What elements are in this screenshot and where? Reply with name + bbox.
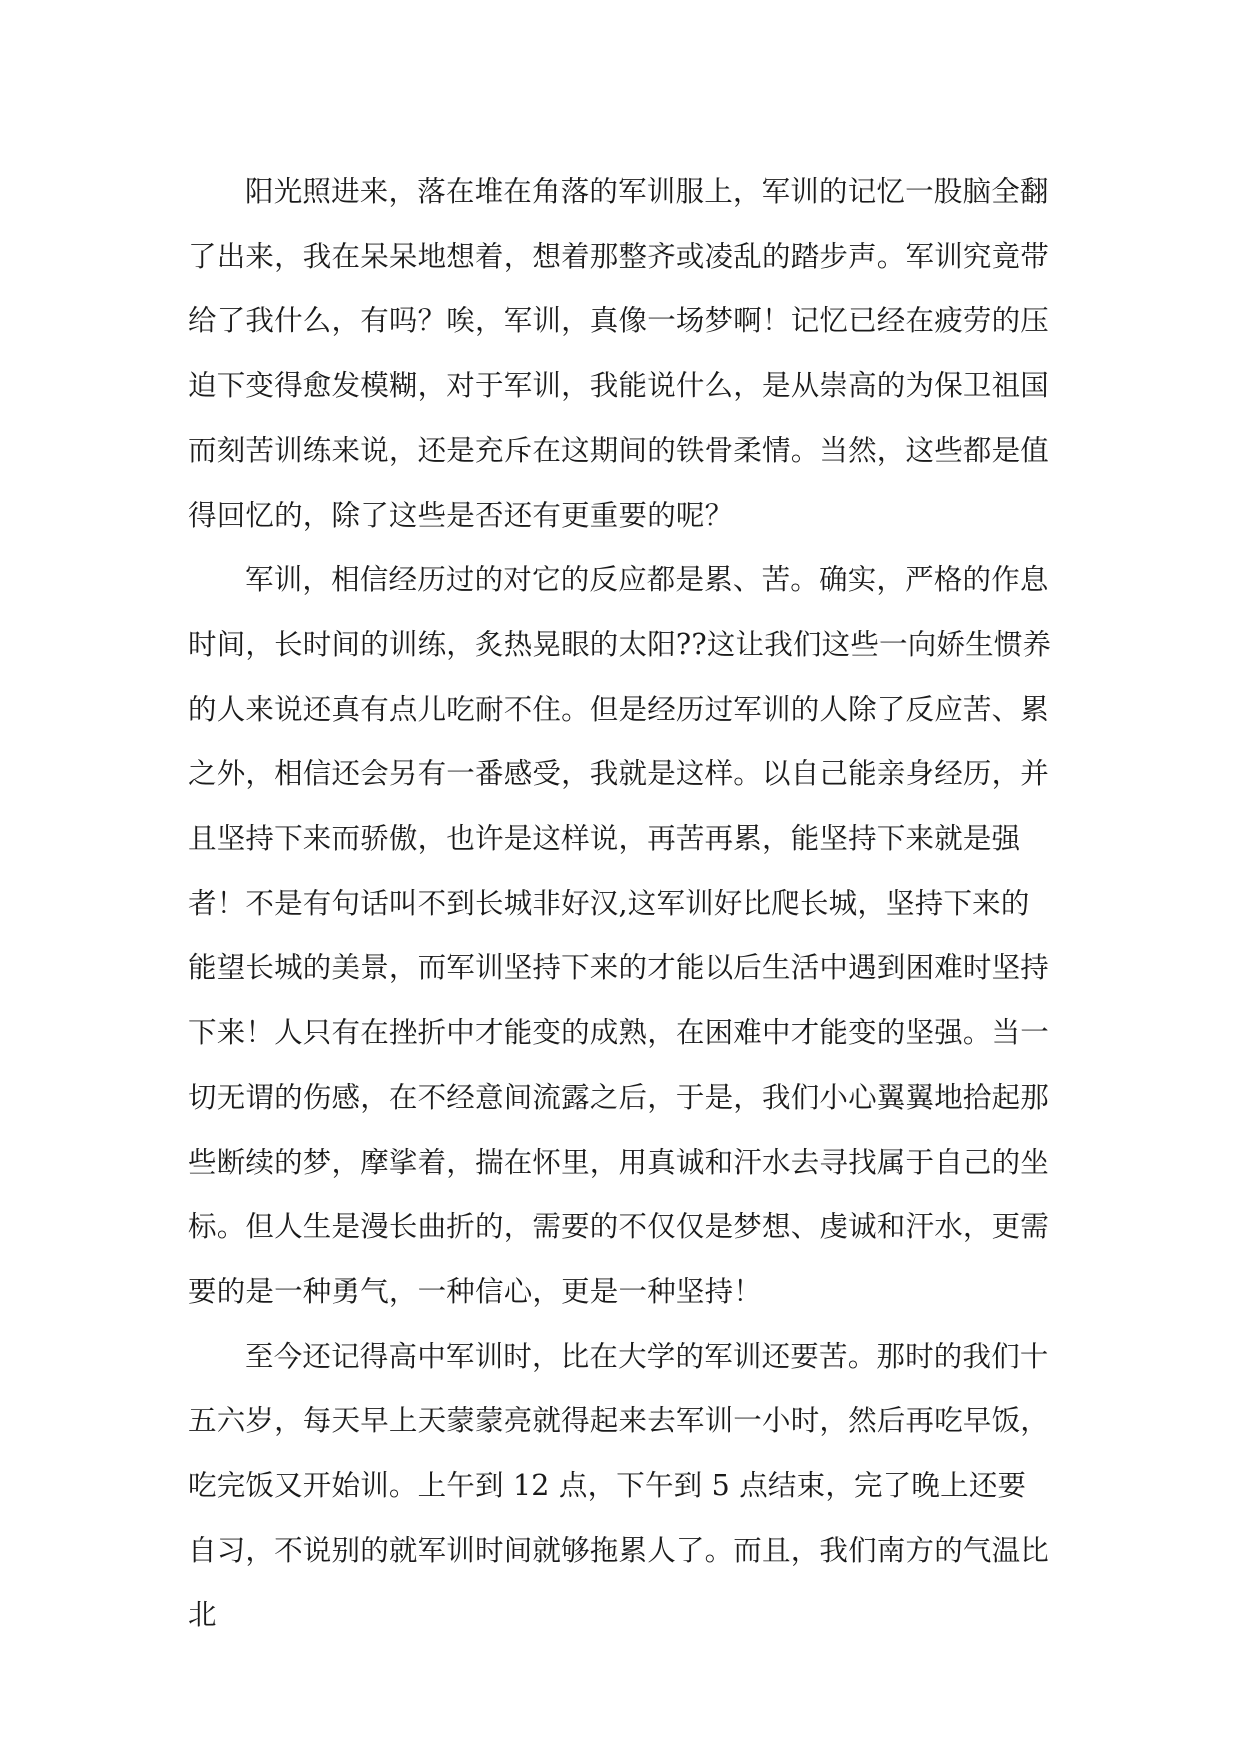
document-body [188,160,1054,1648]
paragraph-3: 至今还记得高中军训时，比在大学的军训还要苦。那时的我们十五六岁，每天早上天蒙蒙亮就得起来去军训一小时，然后再吃早饭，吃完饭又开始训。上午到 12 点，下午到 5 点结束，完了晚上还要自习，不说别的就军训时间就够拖累人了。而且，我们南方的气温比北 [188,1339,1050,1632]
paragraph-2: 军训，相信经历过的对它的反应都是累、苦。确实，严格的作息时间，长时间的训练，炙热晃眼的太阳??这让我们这些一向娇生惯养的人来说还真有点儿吃耐不住。但是经历过军训的人除了反应苦、累之外，相信还会另有一番感受，我就是这样。以自己能亲身经历，并且坚持下来而骄傲，也许是这样说，再苦再累，能坚持下来就是强者！不是有句话叫不到长城非好汉,这军训好比爬长城，坚持下来的能望长城的美景，而军训坚持下来的才能以后生活中遇到困难时坚持下来！人只有在挫折中才能变的成熟，在困难中才能变的坚强。当一切无谓的伤感，在不经意间流露之后，于是，我们小心翼翼地拾起那些断续的梦，摩挲着，揣在怀里，用真诚和汗水去寻找属于自己的坐标。但人生是漫长曲折的，需要的不仅仅是梦想、虔诚和汗水，更需要的是一种勇气，一种信心，更是一种坚持！ [188,563,1052,1308]
paragraph-1: 阳光照进来，落在堆在角落的军训服上，军训的记忆一股脑全翻了出来，我在呆呆地想着，想着那整齐或凌乱的踏步声。军训究竟带给了我什么，有吗？唉，军训，真像一场梦啊！记忆已经在疲劳的压迫下变得愈发模糊，对于军训，我能说什么，是从崇高的为保卫祖国而刻苦训练来说，还是充斥在这期间的铁骨柔情。当然，这些都是值得回忆的，除了这些是否还有更重要的呢？ [188,175,1050,532]
